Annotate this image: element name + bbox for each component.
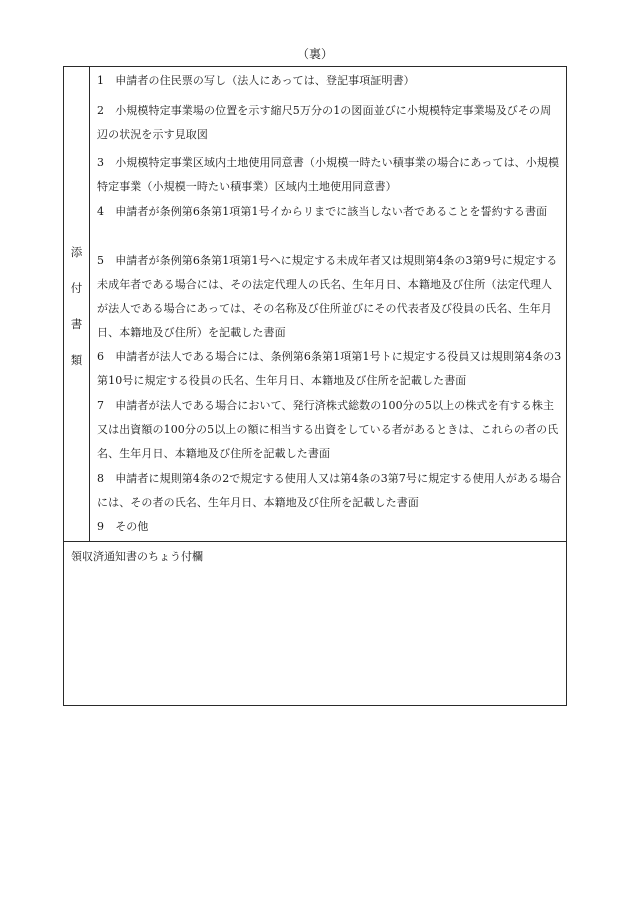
attachment-item-3: 3 小規模特定事業区域内土地使用同意書（小規模一時たい積事業の場合にあっては、小規模特定事業（小規模一時たい積事業）区域内土地使用同意書） bbox=[97, 156, 560, 193]
side-label-char: 書 bbox=[70, 317, 83, 331]
side-label-char: 類 bbox=[70, 353, 83, 367]
attachment-item-4: 4 申請者が条例第6条第1項第1号イからリまでに該当しない者であることを誓約する書面 bbox=[97, 205, 548, 218]
side-label-char: 付 bbox=[70, 281, 83, 295]
receipt-label: 領収済通知書のちょう付欄 bbox=[71, 550, 203, 563]
attachment-item-9: 9 その他 bbox=[97, 520, 149, 533]
attached-documents-side-label bbox=[64, 67, 90, 541]
receipt-attachment-area bbox=[64, 542, 566, 705]
attachment-item-1: 1 申請者の住民票の写し（法人にあっては、登記事項証明書） bbox=[97, 74, 415, 87]
attachment-item-8: 8 申請者に規則第4条の2で規定する使用人又は第4条の3第7号に規定する使用人がある場合には、その者の氏名、生年月日、本籍地及び住所を記載した書面 bbox=[97, 472, 562, 509]
attachment-item-6: 6 申請者が法人である場合には、条例第6条第1項第1号トに規定する役員又は規則第4条の3第10号に規定する役員の氏名、生年月日、本籍地及び住所を記載した書面 bbox=[97, 350, 562, 387]
attachment-item-7: 7 申請者が法人である場合において、発行済株式総数の100分の5以上の株式を有する株主又は出資額の100分の5以上の額に相当する出資をしている者があるときは、これらの者の氏名、生年月日、本籍地及び住所を記載した書面 bbox=[97, 399, 559, 460]
attached-documents-row bbox=[64, 67, 566, 542]
attachments-form-table bbox=[63, 66, 567, 706]
side-label-char: 添 bbox=[70, 245, 83, 259]
page-heading: （裏） bbox=[296, 47, 333, 61]
attachment-item-2: 2 小規模特定事業場の位置を示す縮尺5万分の1の図面並びに小規模特定事業場及びその周辺の状況を示す見取図 bbox=[97, 104, 552, 141]
attachment-item-5: 5 申請者が条例第6条第1項第1号へに規定する未成年者又は規則第4条の3第9号に規定する未成年者である場合には、その法定代理人の氏名、生年月日、本籍地及び住所（法定代理人が法人である場合にあっては、その名称及び住所並びにその代表者及び役員の氏名、生年月日、本籍地及び住所）を記載した書面 bbox=[97, 254, 558, 339]
